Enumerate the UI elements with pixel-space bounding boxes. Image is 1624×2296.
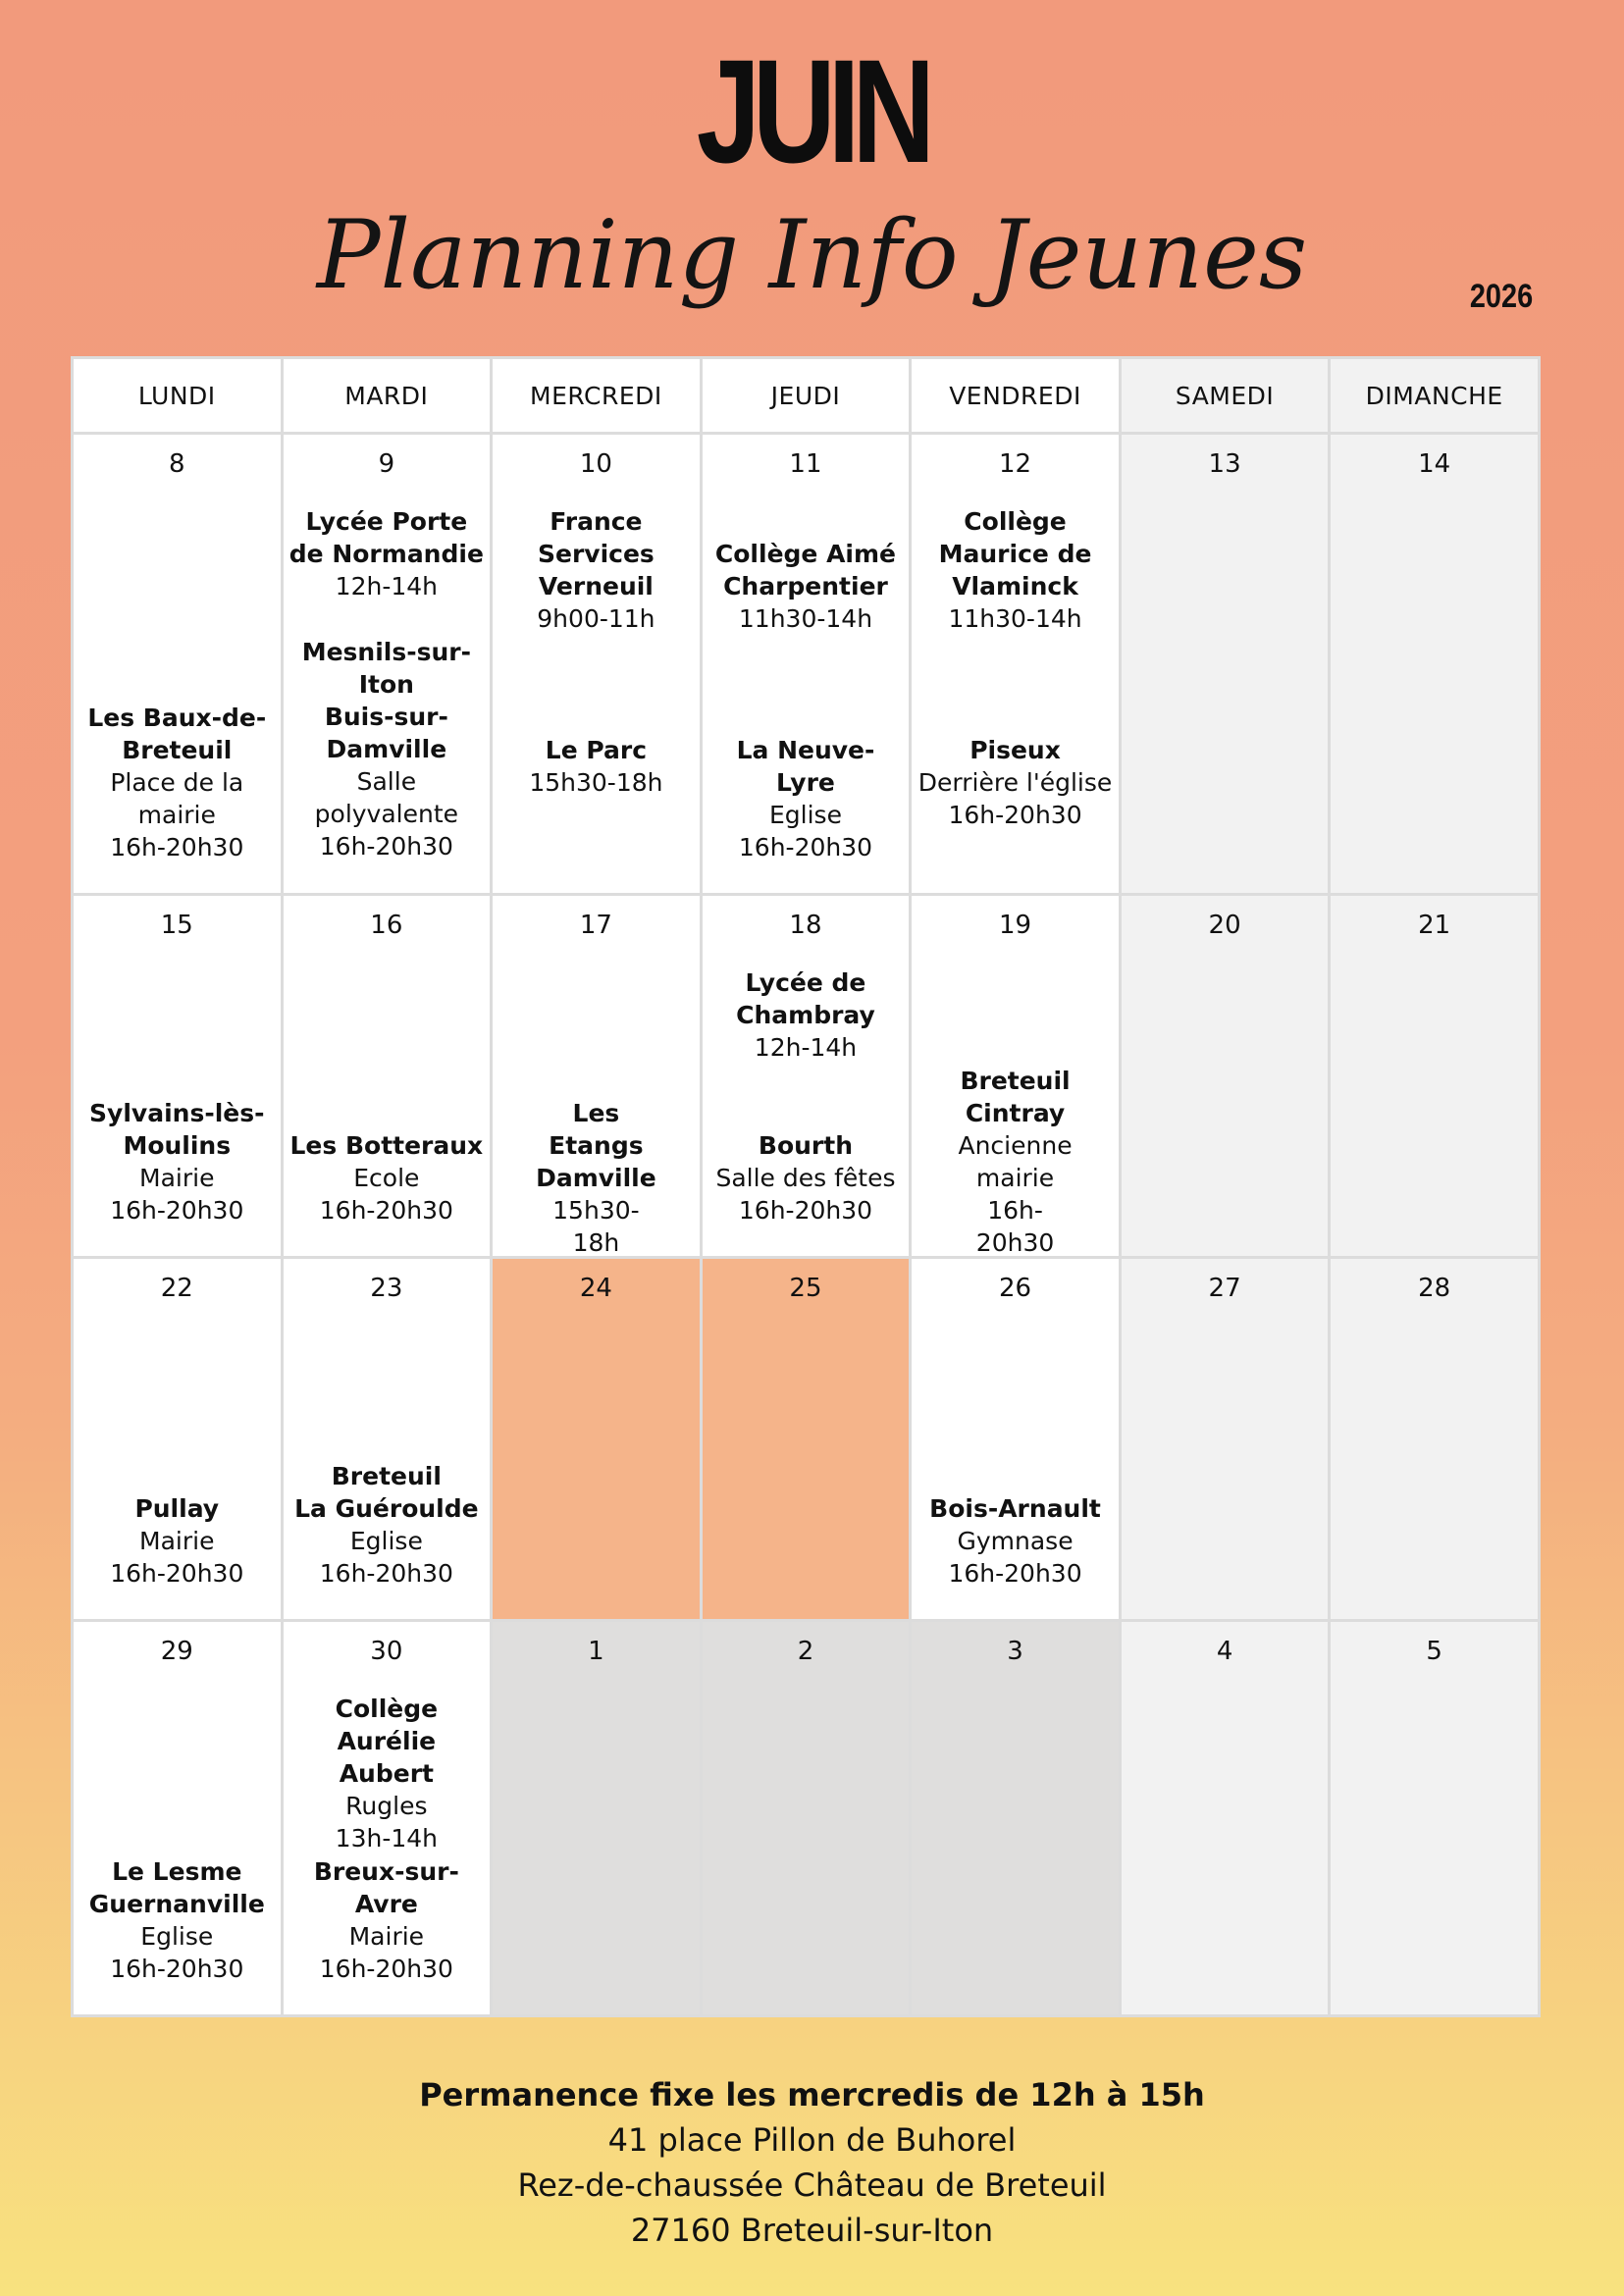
day-cell xyxy=(911,1258,1121,1621)
day-cell xyxy=(73,1621,283,2016)
event-line: Le Parc xyxy=(545,736,648,764)
event-line: Les Baux-de-Breteuil xyxy=(87,704,267,764)
event-line: 11h30-14h xyxy=(948,604,1082,633)
weekday-header: JEUDI xyxy=(701,358,911,434)
event-line: Les Etangs Damville xyxy=(536,1099,656,1192)
event xyxy=(79,1855,275,1985)
event-line: Sylvains-lès-Moulins xyxy=(89,1099,265,1160)
event-line: 9h00-11h xyxy=(537,604,655,633)
event-line: 16h-20h30 xyxy=(110,1955,244,1983)
event-line: Collège Aimé Charpentier xyxy=(714,540,897,600)
event-line: Bourth xyxy=(758,1131,854,1160)
event xyxy=(289,1693,485,1854)
event-line: 16h-20h30 xyxy=(738,1196,873,1225)
event xyxy=(532,505,660,635)
event-line: Rugles xyxy=(345,1792,428,1820)
day-cell xyxy=(282,895,492,1258)
event-line: 15h30-18h xyxy=(529,768,663,797)
day-cell xyxy=(1330,895,1540,1258)
event xyxy=(79,1492,275,1590)
event xyxy=(708,538,904,635)
event-line: Bois-Arnault xyxy=(929,1494,1101,1523)
event-line: Mesnils-sur-Iton xyxy=(301,638,471,699)
weekday-header: VENDREDI xyxy=(911,358,1121,434)
event-line: 15h30-18h xyxy=(552,1196,640,1257)
event-line: 16h-20h30 xyxy=(319,1196,453,1225)
event-line: Lycée de Chambray xyxy=(736,968,875,1029)
year-label: 2026 xyxy=(1469,278,1534,315)
day-number: 2 xyxy=(797,1637,814,1666)
page-title: Planning Info Jeunes xyxy=(316,200,1308,310)
event-line: Piseux xyxy=(969,736,1061,764)
event-line: 16h-20h30 xyxy=(975,1196,1055,1257)
day-cell xyxy=(1120,434,1330,895)
day-cell xyxy=(1120,895,1330,1258)
weekday-header: MARDI xyxy=(282,358,492,434)
day-number: 25 xyxy=(789,1274,822,1303)
event-line: La Neuve-Lyre xyxy=(736,736,875,797)
event xyxy=(917,505,1113,635)
event-line: Derrière l'église xyxy=(917,768,1113,797)
event-line: Buis-sur-Damville xyxy=(324,703,448,763)
event xyxy=(732,966,880,1064)
day-number: 28 xyxy=(1418,1274,1451,1303)
day-number: 5 xyxy=(1426,1637,1442,1666)
weekday-header-row xyxy=(73,358,1540,434)
day-cell xyxy=(1120,1621,1330,2016)
day-number: 22 xyxy=(160,1274,193,1303)
event xyxy=(708,734,904,863)
week-row xyxy=(73,1621,1540,2016)
event-line: Collège Maurice de Vlaminck xyxy=(938,507,1092,600)
event-line: 13h-14h xyxy=(335,1824,439,1852)
event-line: Eglise xyxy=(768,801,842,829)
event-line: 16h-20h30 xyxy=(110,833,244,861)
event xyxy=(79,702,275,863)
event-line: Les Botteraux xyxy=(289,1131,484,1160)
event xyxy=(289,505,485,602)
day-cell xyxy=(911,434,1121,895)
event xyxy=(498,734,694,799)
week-row xyxy=(73,895,1540,1258)
day-number: 18 xyxy=(789,911,822,940)
event-line: Ecole xyxy=(353,1164,420,1192)
event-line: Salle polyvalente xyxy=(314,767,459,828)
day-cell xyxy=(701,1621,911,2016)
event-line: Breteuil xyxy=(331,1462,442,1490)
day-number: 23 xyxy=(370,1274,403,1303)
event-line: 16h-20h30 xyxy=(319,1955,453,1983)
footer-city: 27160 Breteuil-sur-Iton xyxy=(630,2212,994,2249)
event-line: 16h-20h30 xyxy=(110,1196,244,1225)
day-cell xyxy=(492,1621,702,2016)
day-number: 20 xyxy=(1208,911,1241,940)
event-line: Ancienne mairie xyxy=(958,1131,1073,1192)
day-number: 27 xyxy=(1208,1274,1241,1303)
day-cell xyxy=(911,1621,1121,2016)
event-line: Salle des fêtes xyxy=(715,1164,896,1192)
day-number: 17 xyxy=(579,911,612,940)
day-number: 21 xyxy=(1418,911,1451,940)
event xyxy=(289,1855,485,1985)
day-cell xyxy=(282,434,492,895)
event-line: Mairie xyxy=(139,1164,215,1192)
day-number: 11 xyxy=(789,449,822,479)
event-line: 12h-14h xyxy=(754,1033,858,1062)
weekday-header: SAMEDI xyxy=(1120,358,1330,434)
event-line: Guernanville xyxy=(88,1890,265,1918)
day-number: 12 xyxy=(998,449,1032,479)
day-number: 16 xyxy=(370,911,403,940)
event xyxy=(917,1492,1113,1590)
event-line: 16h-20h30 xyxy=(319,1559,453,1588)
footer-building: Rez-de-chaussée Château de Breteuil xyxy=(517,2166,1107,2204)
footer-info xyxy=(0,2072,1624,2253)
week-row xyxy=(73,434,1540,895)
event xyxy=(951,1065,1079,1259)
event-line: Cintray xyxy=(965,1099,1066,1127)
event-line: 16h-20h30 xyxy=(948,1559,1082,1588)
event-line: 12h-14h xyxy=(335,572,439,600)
event-line: Lycée Porte de Normandie xyxy=(288,507,484,568)
footer-permanence: Permanence fixe les mercredis de 12h à 15h xyxy=(419,2076,1205,2113)
day-number: 30 xyxy=(370,1637,403,1666)
day-cell xyxy=(492,434,702,895)
weekday-header: LUNDI xyxy=(73,358,283,434)
event-line: Le Lesme xyxy=(112,1857,242,1886)
day-number: 10 xyxy=(579,449,612,479)
event-line: Eglise xyxy=(349,1527,423,1555)
day-number: 3 xyxy=(1007,1637,1023,1666)
event-line: La Guéroulde xyxy=(294,1494,479,1523)
event-line: Pullay xyxy=(134,1494,220,1523)
day-cell xyxy=(701,434,911,895)
event-line: 11h30-14h xyxy=(738,604,873,633)
event-line: 16h-20h30 xyxy=(319,832,453,861)
day-cell xyxy=(701,895,911,1258)
event xyxy=(708,1129,904,1226)
event-line: Mairie xyxy=(348,1922,425,1951)
day-number: 15 xyxy=(160,911,193,940)
footer-address: 41 place Pillon de Buhorel xyxy=(607,2121,1017,2159)
event-line: Breux-sur-Avre xyxy=(313,1857,459,1918)
day-cell xyxy=(911,895,1121,1258)
event xyxy=(289,1129,485,1226)
day-cell xyxy=(1330,1621,1540,2016)
day-cell xyxy=(1120,1258,1330,1621)
day-number: 9 xyxy=(378,449,395,479)
event xyxy=(289,636,485,862)
event xyxy=(532,1097,660,1259)
event-line: Breteuil xyxy=(960,1067,1071,1095)
event-line: Mairie xyxy=(139,1527,215,1555)
event-line: 16h-20h30 xyxy=(738,833,873,861)
day-number: 13 xyxy=(1208,449,1241,479)
event-line: Place de la mairie xyxy=(110,768,244,829)
day-cell xyxy=(1330,1258,1540,1621)
event-line: Eglise xyxy=(140,1922,214,1951)
day-number: 29 xyxy=(160,1637,193,1666)
day-cell xyxy=(73,895,283,1258)
event-line: 16h-20h30 xyxy=(110,1559,244,1588)
event-line: France Services Verneuil xyxy=(538,507,655,600)
day-cell xyxy=(73,1258,283,1621)
event xyxy=(289,1460,485,1590)
event-line: Collège Aurélie Aubert xyxy=(335,1695,439,1788)
day-number: 19 xyxy=(998,911,1032,940)
day-cell xyxy=(492,895,702,1258)
day-number: 26 xyxy=(998,1274,1032,1303)
day-number: 4 xyxy=(1216,1637,1233,1666)
day-number: 24 xyxy=(579,1274,612,1303)
day-cell xyxy=(1330,434,1540,895)
event xyxy=(79,1097,275,1226)
day-number: 1 xyxy=(588,1637,604,1666)
day-cell xyxy=(701,1258,911,1621)
day-cell xyxy=(282,1621,492,2016)
weekday-header: DIMANCHE xyxy=(1330,358,1540,434)
calendar-grid xyxy=(71,356,1541,2017)
event-line: 16h-20h30 xyxy=(948,801,1082,829)
month-title: JUIN xyxy=(696,28,928,193)
day-cell xyxy=(492,1258,702,1621)
weekday-header: MERCREDI xyxy=(492,358,702,434)
event xyxy=(917,734,1113,831)
event-line: Gymnase xyxy=(957,1527,1074,1555)
day-cell xyxy=(282,1258,492,1621)
week-row xyxy=(73,1258,1540,1621)
day-number: 14 xyxy=(1418,449,1451,479)
day-number: 8 xyxy=(169,449,185,479)
day-cell xyxy=(73,434,283,895)
